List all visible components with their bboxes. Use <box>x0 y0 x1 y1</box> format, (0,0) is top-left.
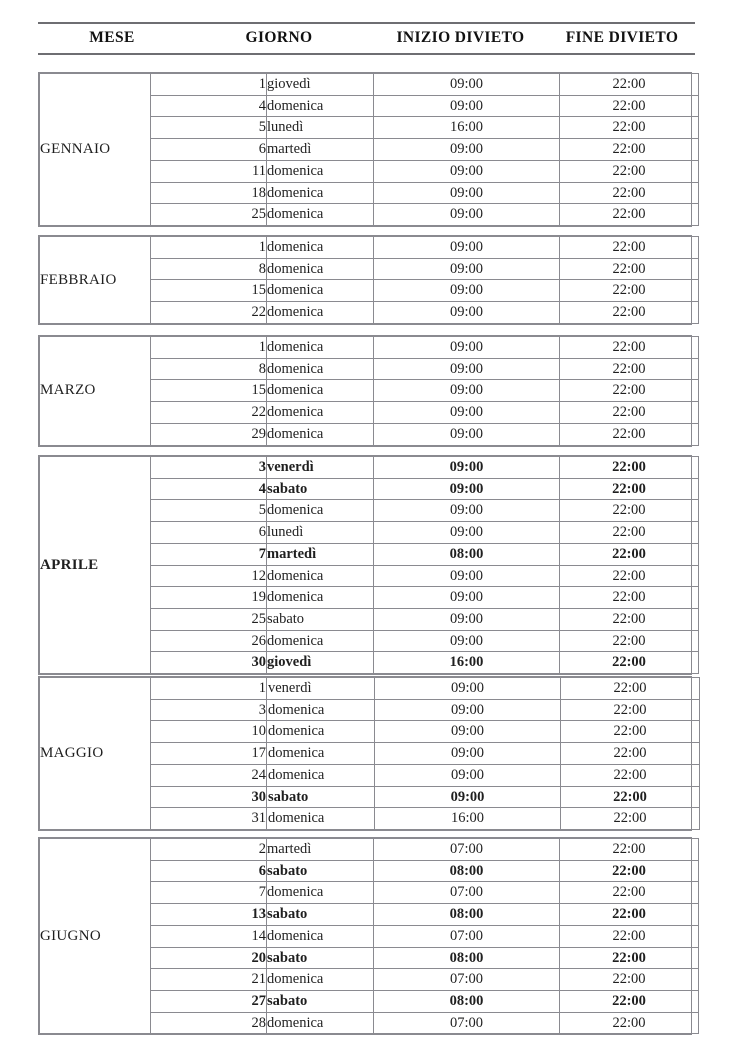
weekday-name-cell: domenica <box>267 587 374 609</box>
day-number-cell: 6 <box>151 860 267 882</box>
inizio-divieto-cell: 09:00 <box>374 358 560 380</box>
inizio-divieto-cell: 09:00 <box>374 402 560 424</box>
month-name-cell: GIUGNO <box>40 839 151 1034</box>
fine-divieto-cell: 22:00 <box>561 699 700 721</box>
fine-divieto-cell: 22:00 <box>560 258 699 280</box>
inizio-divieto-cell: 09:00 <box>374 608 560 630</box>
day-number-cell: 6 <box>151 522 267 544</box>
day-number-cell: 19 <box>151 587 267 609</box>
weekday-name-cell: domenica <box>267 380 374 402</box>
table-row <box>40 337 699 359</box>
weekday-name-cell: sabato <box>267 860 374 882</box>
weekday-name-cell: venerdì <box>267 457 374 479</box>
fine-divieto-cell: 22:00 <box>560 565 699 587</box>
inizio-divieto-cell: 16:00 <box>374 117 560 139</box>
day-number-cell: 18 <box>151 182 267 204</box>
weekday-name-cell: domenica <box>267 882 374 904</box>
table-row <box>40 457 699 479</box>
day-number-cell: 28 <box>151 1012 267 1034</box>
fine-divieto-cell: 22:00 <box>560 358 699 380</box>
fine-divieto-cell: 22:00 <box>560 882 699 904</box>
fine-divieto-cell: 22:00 <box>560 500 699 522</box>
day-number-cell: 20 <box>151 947 267 969</box>
day-number-cell: 24 <box>151 764 267 786</box>
fine-divieto-cell: 22:00 <box>561 721 700 743</box>
weekday-name-cell: domenica <box>267 204 374 226</box>
inizio-divieto-cell: 09:00 <box>374 337 560 359</box>
fine-divieto-cell: 22:00 <box>560 280 699 302</box>
inizio-divieto-cell: 09:00 <box>374 478 560 500</box>
inizio-divieto-cell: 16:00 <box>375 808 561 830</box>
fine-divieto-cell: 22:00 <box>560 652 699 674</box>
inizio-divieto-cell: 08:00 <box>374 990 560 1012</box>
weekday-name-cell: sabato <box>267 947 374 969</box>
table-column-header <box>38 22 695 55</box>
inizio-divieto-cell: 09:00 <box>375 764 561 786</box>
inizio-divieto-cell: 09:00 <box>375 743 561 765</box>
table-row <box>40 74 699 96</box>
fine-divieto-cell: 22:00 <box>561 808 700 830</box>
inizio-divieto-cell: 09:00 <box>374 74 560 96</box>
weekday-name-cell: giovedì <box>267 652 374 674</box>
header-row <box>38 24 695 53</box>
month-table-aprile <box>39 456 699 674</box>
weekday-name-cell: sabato <box>267 990 374 1012</box>
weekday-name-cell: domenica <box>267 258 374 280</box>
weekday-name-cell: domenica <box>267 699 375 721</box>
inizio-divieto-cell: 09:00 <box>375 699 561 721</box>
month-name-cell: APRILE <box>40 457 151 674</box>
column-header-inizio-divieto: INIZIO DIVIETO <box>396 29 525 46</box>
fine-divieto-cell: 22:00 <box>560 182 699 204</box>
weekday-name-cell: domenica <box>267 95 374 117</box>
day-number-cell: 30 <box>151 652 267 674</box>
month-name-cell: MARZO <box>40 337 151 446</box>
fine-divieto-cell: 22:00 <box>560 925 699 947</box>
day-number-cell: 15 <box>151 380 267 402</box>
weekday-name-cell: sabato <box>267 608 374 630</box>
day-number-cell: 26 <box>151 630 267 652</box>
day-number-cell: 27 <box>151 990 267 1012</box>
weekday-name-cell: domenica <box>267 743 375 765</box>
fine-divieto-cell: 22:00 <box>560 969 699 991</box>
weekday-name-cell: domenica <box>267 280 374 302</box>
weekday-name-cell: domenica <box>267 764 375 786</box>
fine-divieto-cell: 22:00 <box>560 522 699 544</box>
inizio-divieto-cell: 07:00 <box>374 882 560 904</box>
month-block-maggio <box>38 676 692 831</box>
inizio-divieto-cell: 09:00 <box>374 565 560 587</box>
fine-divieto-cell: 22:00 <box>560 74 699 96</box>
inizio-divieto-cell: 09:00 <box>374 500 560 522</box>
month-table-giugno <box>39 838 699 1034</box>
day-number-cell: 2 <box>151 839 267 861</box>
fine-divieto-cell: 22:00 <box>560 1012 699 1034</box>
inizio-divieto-cell: 08:00 <box>374 860 560 882</box>
inizio-divieto-cell: 07:00 <box>374 925 560 947</box>
day-number-cell: 1 <box>151 237 267 259</box>
weekday-name-cell: domenica <box>267 721 375 743</box>
inizio-divieto-cell: 07:00 <box>374 969 560 991</box>
fine-divieto-cell: 22:00 <box>560 904 699 926</box>
day-number-cell: 8 <box>151 258 267 280</box>
fine-divieto-cell: 22:00 <box>560 402 699 424</box>
month-table-maggio <box>39 677 700 830</box>
inizio-divieto-cell: 09:00 <box>374 380 560 402</box>
fine-divieto-cell: 22:00 <box>560 380 699 402</box>
month-block-aprile <box>38 455 692 675</box>
inizio-divieto-cell: 09:00 <box>375 786 561 808</box>
inizio-divieto-cell: 09:00 <box>374 457 560 479</box>
day-number-cell: 3 <box>151 457 267 479</box>
fine-divieto-cell: 22:00 <box>560 543 699 565</box>
column-header-mese: MESE <box>89 29 135 46</box>
inizio-divieto-cell: 07:00 <box>374 1012 560 1034</box>
day-number-cell: 29 <box>151 423 267 445</box>
month-table-febbraio <box>39 236 699 324</box>
fine-divieto-cell: 22:00 <box>560 478 699 500</box>
weekday-name-cell: martedì <box>267 839 374 861</box>
weekday-name-cell: domenica <box>267 500 374 522</box>
day-number-cell: 5 <box>151 117 267 139</box>
month-table-gennaio <box>39 73 699 226</box>
inizio-divieto-cell: 07:00 <box>374 839 560 861</box>
day-number-cell: 17 <box>151 743 267 765</box>
weekday-name-cell: domenica <box>267 630 374 652</box>
month-name-cell: FEBBRAIO <box>40 237 151 324</box>
day-number-cell: 13 <box>151 904 267 926</box>
month-block-gennaio <box>38 72 692 227</box>
inizio-divieto-cell: 09:00 <box>374 204 560 226</box>
weekday-name-cell: domenica <box>267 969 374 991</box>
month-block-febbraio <box>38 235 692 325</box>
fine-divieto-cell: 22:00 <box>561 786 700 808</box>
day-number-cell: 15 <box>151 280 267 302</box>
weekday-name-cell: domenica <box>267 808 375 830</box>
inizio-divieto-cell: 09:00 <box>374 280 560 302</box>
day-number-cell: 7 <box>151 543 267 565</box>
day-number-cell: 21 <box>151 969 267 991</box>
weekday-name-cell: domenica <box>267 182 374 204</box>
column-header-giorno: GIORNO <box>245 29 313 46</box>
day-number-cell: 6 <box>151 139 267 161</box>
inizio-divieto-cell: 09:00 <box>374 182 560 204</box>
day-number-cell: 1 <box>151 678 267 700</box>
weekday-name-cell: domenica <box>267 358 374 380</box>
fine-divieto-cell: 22:00 <box>560 860 699 882</box>
inizio-divieto-cell: 09:00 <box>374 95 560 117</box>
weekday-name-cell: domenica <box>267 237 374 259</box>
table-row <box>40 237 699 259</box>
weekday-name-cell: sabato <box>267 478 374 500</box>
day-number-cell: 22 <box>151 402 267 424</box>
inizio-divieto-cell: 09:00 <box>374 630 560 652</box>
fine-divieto-cell: 22:00 <box>560 160 699 182</box>
day-number-cell: 22 <box>151 302 267 324</box>
inizio-divieto-cell: 09:00 <box>375 721 561 743</box>
day-number-cell: 4 <box>151 95 267 117</box>
weekday-name-cell: venerdì <box>267 678 375 700</box>
day-number-cell: 25 <box>151 608 267 630</box>
day-number-cell: 3 <box>151 699 267 721</box>
inizio-divieto-cell: 08:00 <box>374 543 560 565</box>
weekday-name-cell: domenica <box>267 302 374 324</box>
fine-divieto-cell: 22:00 <box>560 630 699 652</box>
inizio-divieto-cell: 09:00 <box>374 258 560 280</box>
fine-divieto-cell: 22:00 <box>560 587 699 609</box>
fine-divieto-cell: 22:00 <box>560 947 699 969</box>
fine-divieto-cell: 22:00 <box>561 743 700 765</box>
fine-divieto-cell: 22:00 <box>560 204 699 226</box>
fine-divieto-cell: 22:00 <box>560 139 699 161</box>
fine-divieto-cell: 22:00 <box>561 678 700 700</box>
day-number-cell: 30 <box>151 786 267 808</box>
inizio-divieto-cell: 09:00 <box>374 423 560 445</box>
day-number-cell: 12 <box>151 565 267 587</box>
weekday-name-cell: domenica <box>267 160 374 182</box>
weekday-name-cell: domenica <box>267 402 374 424</box>
day-number-cell: 4 <box>151 478 267 500</box>
month-name-cell: MAGGIO <box>40 678 151 830</box>
inizio-divieto-cell: 09:00 <box>375 678 561 700</box>
month-name-cell: GENNAIO <box>40 74 151 226</box>
column-header-fine-divieto: FINE DIVIETO <box>565 29 679 46</box>
weekday-name-cell: domenica <box>267 337 374 359</box>
header-rule-bottom <box>38 53 695 55</box>
month-table-marzo <box>39 336 699 446</box>
month-block-marzo <box>38 335 692 447</box>
fine-divieto-cell: 22:00 <box>560 117 699 139</box>
table-row <box>40 678 700 700</box>
fine-divieto-cell: 22:00 <box>560 608 699 630</box>
day-number-cell: 1 <box>151 337 267 359</box>
inizio-divieto-cell: 09:00 <box>374 522 560 544</box>
table-row <box>40 839 699 861</box>
weekday-name-cell: domenica <box>267 423 374 445</box>
inizio-divieto-cell: 08:00 <box>374 904 560 926</box>
weekday-name-cell: domenica <box>267 925 374 947</box>
inizio-divieto-cell: 09:00 <box>374 302 560 324</box>
day-number-cell: 10 <box>151 721 267 743</box>
day-number-cell: 8 <box>151 358 267 380</box>
fine-divieto-cell: 22:00 <box>560 839 699 861</box>
inizio-divieto-cell: 09:00 <box>374 237 560 259</box>
day-number-cell: 31 <box>151 808 267 830</box>
fine-divieto-cell: 22:00 <box>560 337 699 359</box>
fine-divieto-cell: 22:00 <box>560 95 699 117</box>
weekday-name-cell: domenica <box>267 1012 374 1034</box>
fine-divieto-cell: 22:00 <box>560 990 699 1012</box>
weekday-name-cell: lunedì <box>267 522 374 544</box>
fine-divieto-cell: 22:00 <box>560 302 699 324</box>
fine-divieto-cell: 22:00 <box>560 237 699 259</box>
weekday-name-cell: martedì <box>267 139 374 161</box>
weekday-name-cell: lunedì <box>267 117 374 139</box>
weekday-name-cell: giovedì <box>267 74 374 96</box>
inizio-divieto-cell: 16:00 <box>374 652 560 674</box>
day-number-cell: 7 <box>151 882 267 904</box>
month-block-giugno <box>38 837 692 1035</box>
fine-divieto-cell: 22:00 <box>561 764 700 786</box>
day-number-cell: 25 <box>151 204 267 226</box>
weekday-name-cell: sabato <box>267 786 375 808</box>
day-number-cell: 1 <box>151 74 267 96</box>
day-number-cell: 11 <box>151 160 267 182</box>
inizio-divieto-cell: 09:00 <box>374 160 560 182</box>
inizio-divieto-cell: 09:00 <box>374 139 560 161</box>
inizio-divieto-cell: 09:00 <box>374 587 560 609</box>
weekday-name-cell: domenica <box>267 565 374 587</box>
day-number-cell: 14 <box>151 925 267 947</box>
inizio-divieto-cell: 08:00 <box>374 947 560 969</box>
weekday-name-cell: sabato <box>267 904 374 926</box>
weekday-name-cell: martedì <box>267 543 374 565</box>
fine-divieto-cell: 22:00 <box>560 423 699 445</box>
day-number-cell: 5 <box>151 500 267 522</box>
fine-divieto-cell: 22:00 <box>560 457 699 479</box>
